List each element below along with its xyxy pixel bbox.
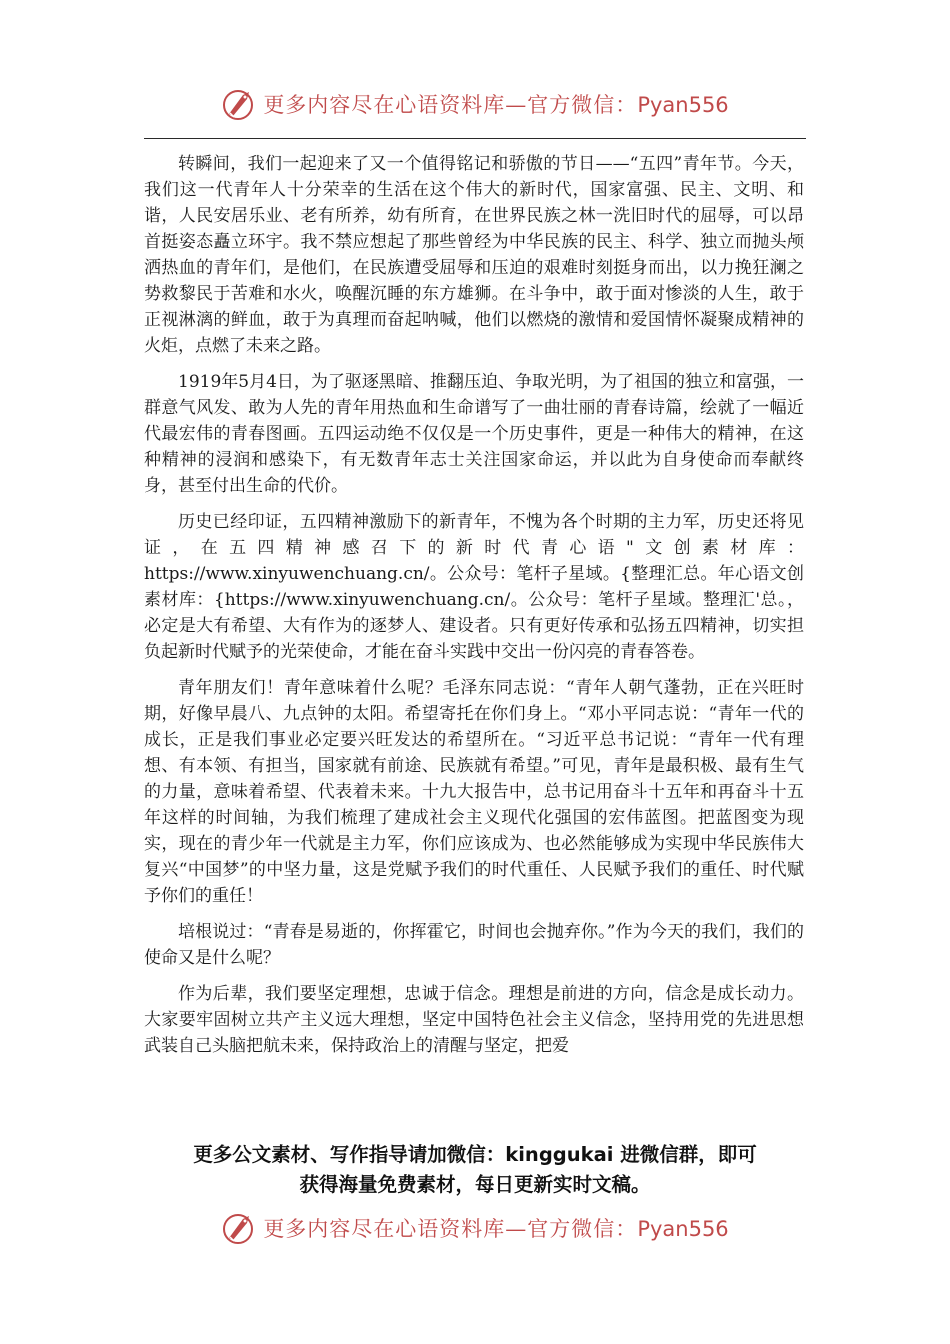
paragraph-5: 培根说过：“青春是易逝的，你挥霍它，时间也会抛弃你。”作为今天的我们，我们的使命又是什么呢？ (144, 922, 804, 968)
header-divider (144, 138, 806, 139)
paragraph-3: 历史已经印证，五四精神激励下的新青年，不愧为各个时期的主力军，历史还将见证，在五四精神感召下的新时代青心语"文创素材库：https://www.xinyuwenchuang.cn/。公众号：笔杆子星域。{整理汇总。年心语文创素材库：{https://www.xinyuwenchuang.cn/。公众号：笔杆子星域。整理汇'总。，必定是大有希望、大有作为的逐梦人、建设者。只有更好传承和弘扬五四精神，切实担负起新时代赋予的光荣使命，才能在奋斗实践中交出一份闪亮的青春答卷。 (144, 512, 804, 662)
pen-nib-logo-icon (221, 1210, 257, 1246)
footer-banner-prefix: 更多内容尽在心语资料库—官方微信： (263, 1217, 638, 1241)
paragraph-2: 1919年5月4日，为了驱逐黑暗、推翻压迫、争取光明，为了祖国的独立和富强，一群意气风发、敢为人先的青年用热血和生命谱写了一曲壮丽的青春诗篇，绘就了一幅近代最宏伟的青春图画。五四运动绝不仅仅是一个历史事件，更是一种伟大的精神，在这种精神的浸润和感染下，有无数青年志士关注国家命运，并以此为自身使命而奉献终身，甚至付出生命的代价。 (144, 372, 804, 496)
paragraph-4: 青年朋友们！青年意味着什么呢？毛泽东同志说：“青年人朝气蓬勃，正在兴旺时期，好像早晨八、九点钟的太阳。希望寄托在你们身上。“邓小平同志说：“青年一代的成长，正是我们事业必定要兴旺发达的希望所在。“习近平总书记说：“青年一代有理想、有本领、有担当，国家就有前途、民族就有希望。”可见，青年是最积极、最有生气的力量，意味着希望、代表着未来。十九大报告中，总书记用奋斗十五年和再奋斗十五年这样的时间轴，为我们梳理了建成社会主义现代化强国的宏伟蓝图。把蓝图变为现实，现在的青少年一代就是主力军，你们应该成为、也必然能够成为实现中华民族伟大复兴“中国梦”的中坚力量，这是党赋予我们的时代重任、人民赋予我们的重任、时代赋予你们的重任！ (144, 678, 804, 906)
header-banner (0, 82, 950, 126)
paragraph-1: 转瞬间，我们一起迎来了又一个值得铭记和骄傲的节日——“五四”青年节。今天，我们这一代青年人十分荣幸的生活在这个伟大的新时代，国家富强、民主、文明、和谐，人民安居乐业、老有所养，幼有所育，在世界民族之林一洗旧时代的屈辱，可以昂首挺姿态矗立环宇。我不禁应想起了那些曾经为中华民族的民主、科学、独立而抛头颅洒热血的青年们，是他们，在民族遭受屈辱和压迫的艰难时刻挺身而出，以力挽狂澜之势救黎民于苦难和水火，唤醒沉睡的东方雄狮。在斗争中，敢于面对惨淡的人生，敢于正视淋漓的鲜血，敢于为真理而奋起呐喊，他们以燃烧的激情和爱国情怀凝聚成精神的火炬，点燃了未来之路。 (144, 154, 804, 356)
paragraph-6: 作为后辈，我们要坚定理想，忠诚于信念。理想是前进的方向，信念是成长动力。大家要牢固树立共产主义远大理想，坚定中国特色社会主义信念，坚持用党的先进思想武装自己头脑把航未来，保持政治上的清醒与坚定，把爱 (144, 984, 804, 1056)
wechat-promo-note (100, 1140, 850, 1200)
banner-account: Pyan556 (637, 93, 729, 117)
banner-text (263, 89, 728, 119)
article-body (144, 151, 804, 1069)
banner-prefix: 更多内容尽在心语资料库—官方微信： (263, 93, 638, 117)
promo-line-2: 获得海量免费素材，每日更新实时文稿。 (299, 1173, 651, 1196)
promo-line-1: 更多公文素材、写作指导请加微信：kinggukai 进微信群，即可 (193, 1143, 757, 1166)
footer-banner-account: Pyan556 (637, 1217, 729, 1241)
pen-nib-logo-icon (221, 86, 257, 122)
footer-banner-text (263, 1213, 728, 1243)
footer-banner (0, 1206, 950, 1250)
